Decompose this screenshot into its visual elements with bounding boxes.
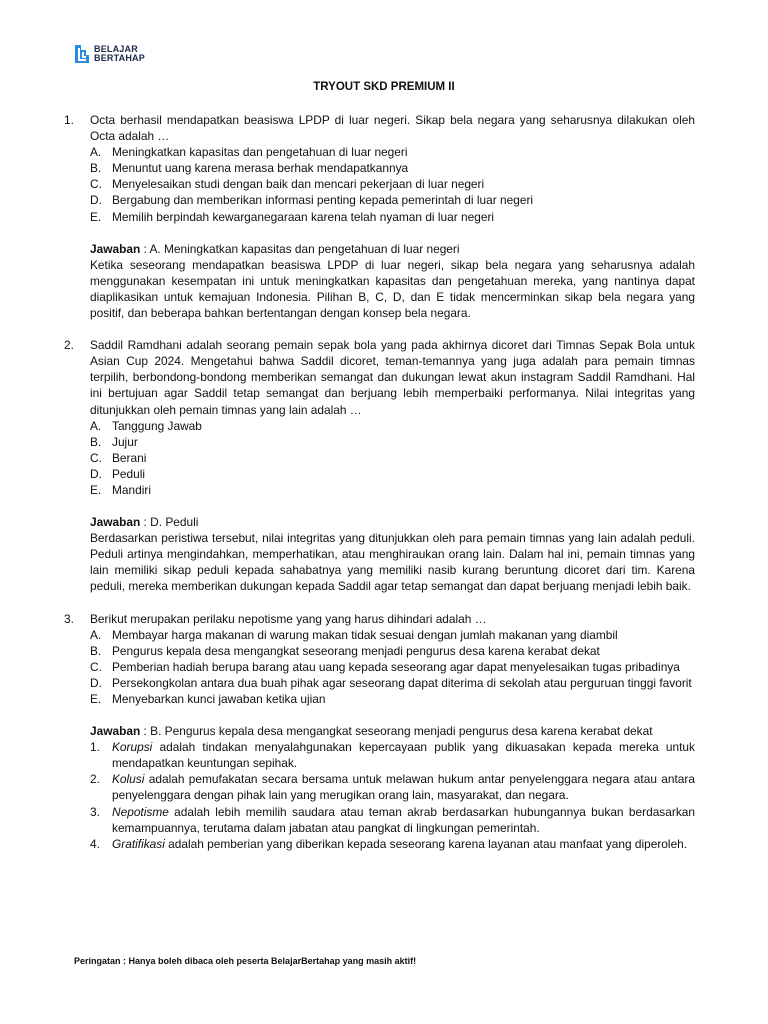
option-d bbox=[90, 466, 695, 482]
question-block bbox=[64, 112, 695, 321]
question-body bbox=[90, 611, 695, 852]
definition-item bbox=[90, 804, 695, 836]
option-text: Meningkatkan kapasitas dan pengetahuan di luar negeri bbox=[112, 145, 408, 160]
definition-text bbox=[112, 836, 695, 852]
question-body bbox=[90, 112, 695, 321]
option-text: Bergabung dan memberikan informasi penting kepada pemerintah di luar negeri bbox=[112, 193, 534, 208]
option-letter: B. bbox=[90, 434, 102, 449]
option-text: Memilih berpindah kewarganegaraan karena telah nyaman di luar negeri bbox=[112, 209, 495, 224]
footer-warning: Peringatan : Hanya boleh dibaca oleh peserta BelajarBertahap yang masih aktif! bbox=[74, 956, 417, 966]
definition-item bbox=[90, 836, 695, 852]
definition-list bbox=[90, 739, 695, 852]
option-letter: D. bbox=[90, 193, 102, 208]
option-b bbox=[90, 434, 695, 450]
definition-term: Korupsi bbox=[112, 740, 153, 755]
definition-number: 4. bbox=[90, 836, 100, 851]
definition-text bbox=[112, 771, 695, 803]
option-text: Pemberian hadiah berupa barang atau uang kepada seseorang agar dapat menyelesaikan tugas pribadinya bbox=[112, 659, 680, 674]
question-text: Berikut merupakan perilaku nepotisme yang yang harus dihindari adalah … bbox=[90, 611, 487, 626]
option-letter: E. bbox=[90, 482, 102, 497]
definition-term: Kolusi bbox=[112, 772, 145, 787]
option-letter: A. bbox=[90, 145, 102, 160]
question-block bbox=[64, 611, 695, 852]
option-letter: E. bbox=[90, 692, 102, 706]
option-d bbox=[90, 675, 695, 691]
option-text: Membayar harga makanan di warung makan tidak sesuai dengan jumlah makanan yang diambil bbox=[112, 627, 618, 642]
option-text: Berani bbox=[112, 450, 147, 465]
answer-value: : D. Peduli bbox=[140, 515, 199, 530]
option-list bbox=[90, 418, 695, 498]
option-a bbox=[90, 627, 695, 643]
question-body bbox=[90, 337, 695, 594]
option-list bbox=[90, 144, 695, 224]
definition-number: 2. bbox=[90, 772, 100, 787]
option-text: Menyebarkan kunci jawaban ketika ujian bbox=[112, 692, 326, 706]
option-c bbox=[90, 659, 695, 675]
answer-line bbox=[90, 514, 695, 530]
brand-name bbox=[94, 45, 145, 63]
option-text: Pengurus kepala desa mengangkat seseorang menjadi pengurus desa karena kerabat dekat bbox=[112, 643, 600, 658]
answer-line bbox=[90, 723, 695, 739]
brand-logo bbox=[74, 44, 145, 64]
question-text: Octa berhasil mendapatkan beasiswa LPDP di luar negeri. Sikap bela negara yang seharusnya dilakukan oleh Octa adalah … bbox=[90, 113, 695, 144]
option-d bbox=[90, 192, 695, 208]
question-number: 2. bbox=[64, 338, 74, 353]
option-letter: D. bbox=[90, 675, 102, 690]
option-text: Persekongkolan antara dua buah pihak agar seseorang dapat diterima di sekolah atau perguruan tinggi favorit bbox=[112, 675, 692, 690]
option-c bbox=[90, 450, 695, 466]
definition-description: adalah pemberian yang diberikan kepada seseorang karena layanan atau manfaat yang diperoleh. bbox=[164, 836, 688, 851]
definition-text bbox=[112, 804, 695, 836]
definition-term: Nepotisme bbox=[112, 804, 169, 819]
definition-description: adalah lebih memilih saudara atau teman akrab berdasarkan hubungannya bukan berdasarkan kemampuannya, terutama dalam jabatan atau pangkat di lingkungan pemerintah. bbox=[112, 804, 695, 835]
brand-line-2: BERTAHAP bbox=[94, 53, 145, 63]
definition-item bbox=[90, 771, 695, 803]
definition-text bbox=[112, 739, 695, 771]
question bbox=[64, 112, 695, 321]
answer-value: : A. Meningkatkan kapasitas dan pengetahuan di luar negeri bbox=[140, 241, 460, 256]
option-letter: A. bbox=[90, 418, 102, 433]
option-letter: B. bbox=[90, 161, 102, 176]
definition-number: 1. bbox=[90, 740, 100, 755]
question bbox=[64, 337, 695, 594]
question bbox=[64, 611, 695, 852]
option-b bbox=[90, 643, 695, 659]
answer-line bbox=[90, 241, 695, 257]
definition-description: adalah pemufakatan secara bersama untuk melawan hukum antar penyelenggara negara atau antara penyelenggara dengan pihak lain yang merugikan orang lain, masyarakat, dan negara. bbox=[112, 772, 695, 803]
question-list bbox=[64, 112, 695, 868]
option-letter: A. bbox=[90, 627, 102, 642]
option-c bbox=[90, 176, 695, 192]
option-a bbox=[90, 418, 695, 434]
option-a bbox=[90, 144, 695, 160]
answer-label: Jawaban bbox=[90, 724, 141, 739]
option-letter: B. bbox=[90, 643, 102, 658]
option-text: Menyelesaikan studi dengan baik dan mencari pekerjaan di luar negeri bbox=[112, 177, 485, 192]
option-text: Jujur bbox=[112, 434, 138, 449]
answer-label: Jawaban bbox=[90, 241, 141, 256]
option-letter: E. bbox=[90, 209, 102, 224]
option-e bbox=[90, 209, 695, 225]
option-b bbox=[90, 160, 695, 176]
option-e bbox=[90, 691, 695, 707]
option-text: Menuntut uang karena merasa berhak mendapatkannya bbox=[112, 161, 409, 176]
question-text: Saddil Ramdhani adalah seorang pemain sepak bola yang pada akhirnya dicoret dari Timnas Sepak Bola untuk Asian Cup 2024. Mengetahui bahwa Saddil dicoret, teman-temannya yang juga adalah para pemain timnas terpilih, berbondong-bondong memberikan semangat dan dukungan lewat akun instagram Saddil Ramdhani. Hal ini bertujuan agar Saddil tetap semangat dan berjuang lebih memperbaiki performanya. Nilai integritas yang ditunjukkan oleh pemain timnas yang lain adalah … bbox=[90, 338, 695, 417]
belajar-bertahap-logo-icon bbox=[74, 44, 90, 64]
answer-label: Jawaban bbox=[90, 515, 141, 530]
option-text: Mandiri bbox=[112, 482, 151, 497]
question-number: 1. bbox=[64, 113, 74, 127]
definition-term: Gratifikasi bbox=[112, 836, 165, 851]
page-title: TRYOUT SKD PREMIUM II bbox=[313, 81, 455, 93]
option-text: Peduli bbox=[112, 466, 146, 481]
brand-line-1: BELAJAR bbox=[94, 44, 138, 54]
definition-number: 3. bbox=[90, 804, 100, 819]
answer-value: : B. Pengurus kepala desa mengangkat seseorang menjadi pengurus desa karena kerabat dekat bbox=[140, 724, 653, 739]
explanation-text: Ketika seseorang mendapatkan beasiswa LPDP di luar negeri, sikap bela negara yang seharusnya adalah menggunakan kesempatan ini untuk meningkatkan kapasitas dan pengetahuan mereka, yang nantinya dapat diaplikasikan untuk kemajuan Indonesia. Pilihan B, C, D, dan E tidak mencerminkan sikap bela negara yang positif, dan beberapa bahkan bertentangan dengan konsep bela negara. bbox=[90, 257, 695, 321]
definition-item bbox=[90, 739, 695, 771]
option-e bbox=[90, 482, 695, 498]
option-letter: C. bbox=[90, 450, 102, 465]
question-block bbox=[64, 337, 695, 594]
option-text: Tanggung Jawab bbox=[112, 418, 202, 433]
option-letter: C. bbox=[90, 659, 102, 674]
definition-description: adalah tindakan menyalahgunakan kepercayaan publik yang dikuasakan kepada mereka untuk mendapatkan keuntungan sepihak. bbox=[112, 740, 695, 771]
question-number: 3. bbox=[64, 611, 74, 626]
option-list bbox=[90, 627, 695, 707]
option-letter: C. bbox=[90, 177, 102, 192]
explanation-text: Berdasarkan peristiwa tersebut, nilai integritas yang ditunjukkan oleh para pemain timnas yang lain adalah peduli. Peduli artinya mengindahkan, memperhatikan, atau menghiraukan orang lain. Dalam hal ini, pemain timnas yang lain memiliki sikap peduli kepada sahabatnya yang memiliki nasib kurang beruntung dicoret dari tim. Karena peduli, mereka memberikan dukungan kepada Saddil agar tetap semangat dan dapat berjuang menjadi lebih baik. bbox=[90, 531, 695, 594]
option-letter: D. bbox=[90, 466, 102, 481]
